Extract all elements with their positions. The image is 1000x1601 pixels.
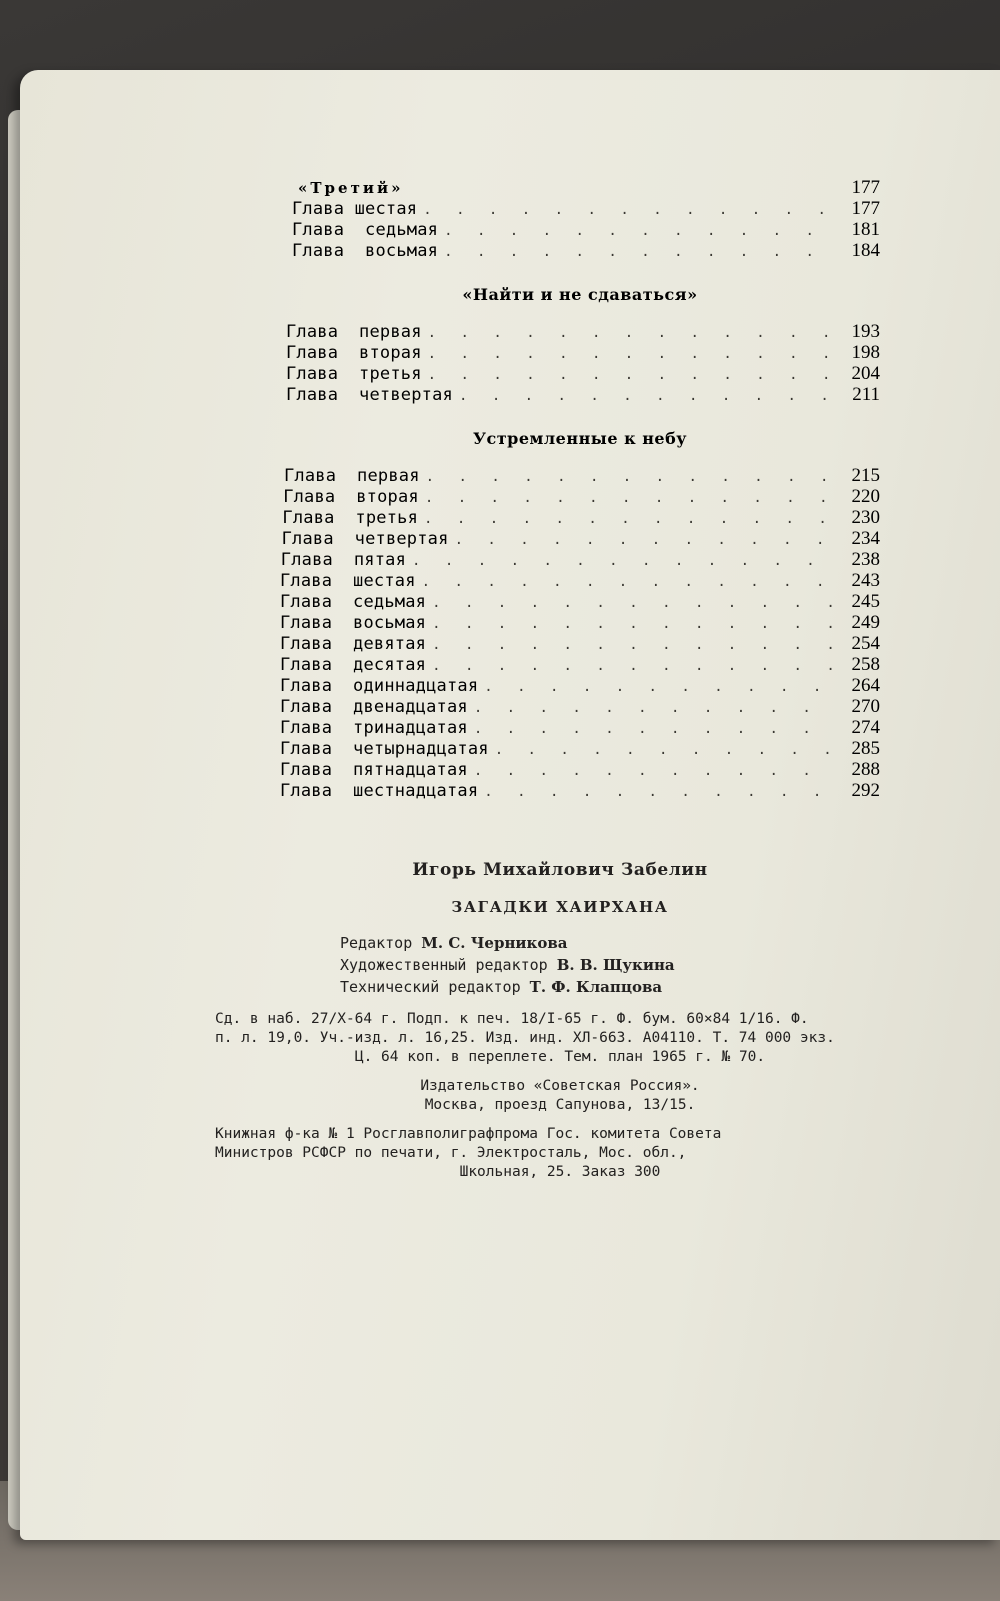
credit-name: Т. Ф. Клапцова bbox=[529, 978, 663, 996]
leader-dots bbox=[422, 574, 834, 590]
section-title-third: «Третий» bbox=[298, 179, 404, 197]
page-number: 181 bbox=[851, 219, 880, 240]
credit-name: М. С. Черникова bbox=[421, 934, 568, 952]
spacer bbox=[280, 261, 880, 285]
chapter-label: Глава четвертая bbox=[281, 529, 449, 549]
leader-dots bbox=[474, 721, 834, 737]
leader-dots bbox=[424, 511, 834, 527]
page-number: 238 bbox=[851, 549, 880, 570]
leader-dots bbox=[428, 346, 834, 362]
leader-dots bbox=[484, 679, 834, 695]
toc-row bbox=[280, 654, 880, 675]
leader-dots bbox=[412, 553, 834, 569]
spacer bbox=[280, 307, 880, 321]
toc-row bbox=[280, 633, 880, 654]
page-number: 264 bbox=[851, 675, 880, 696]
chapter-label: Глава шестнадцатая bbox=[280, 781, 479, 801]
page-number: 292 bbox=[851, 780, 880, 801]
page-number: 230 bbox=[851, 507, 880, 528]
printer-line: Министров РСФСР по печати, г. Электросталь, Мос. обл., bbox=[215, 1145, 687, 1161]
leader-dots bbox=[455, 532, 834, 548]
print-line: п. л. 19,0. Уч.-изд. л. 16,25. Изд. инд. ХЛ-663. А04110. Т. 74 000 экз. bbox=[215, 1030, 835, 1046]
leader-dots bbox=[474, 763, 834, 779]
page-number: 270 bbox=[851, 696, 880, 717]
chapter-label: Глава тринадцатая bbox=[280, 718, 468, 738]
toc-row bbox=[280, 780, 880, 801]
print-details bbox=[215, 1010, 905, 1067]
printer-line: Книжная ф-ка № 1 Росглавполиграфпрома Гос. комитета Совета bbox=[215, 1126, 722, 1142]
toc-row bbox=[280, 465, 880, 486]
chapter-label: Глава пятнадцатая bbox=[280, 760, 468, 780]
toc-row bbox=[280, 738, 880, 759]
page-number: 215 bbox=[851, 465, 880, 486]
toc-row bbox=[280, 384, 880, 405]
toc-row bbox=[280, 717, 880, 738]
page-number: 211 bbox=[852, 384, 880, 405]
author-name: Игорь Михайлович Забелин bbox=[412, 860, 708, 880]
print-line: Ц. 64 коп. в переплете. Тем. план 1965 г. № 70. bbox=[354, 1049, 766, 1065]
chapter-label: Глава первая bbox=[286, 322, 422, 342]
spacer bbox=[280, 451, 880, 465]
chapter-label: Глава пятая bbox=[280, 550, 407, 570]
leader-dots bbox=[428, 325, 834, 341]
leader-dots bbox=[432, 658, 834, 674]
chapter-label: Глава десятая bbox=[280, 655, 427, 675]
page-number: 285 bbox=[851, 738, 880, 759]
page-number: 258 bbox=[851, 654, 880, 675]
leader-dots bbox=[425, 490, 834, 506]
toc-row bbox=[280, 759, 880, 780]
chapter-label: Глава шестая bbox=[292, 199, 418, 219]
chapter-list bbox=[280, 465, 880, 801]
chapter-label: Глава девятая bbox=[280, 634, 427, 654]
leader-dots bbox=[426, 469, 834, 485]
page-number: 249 bbox=[851, 612, 880, 633]
chapter-label: Глава двенадцатая bbox=[280, 697, 468, 717]
credit-line bbox=[340, 932, 905, 954]
chapter-label: Глава восьмая bbox=[292, 241, 439, 261]
leader-dots bbox=[432, 637, 834, 653]
toc-row bbox=[280, 342, 880, 363]
leader-dots bbox=[444, 223, 834, 239]
chapter-label: Глава седьмая bbox=[280, 592, 427, 612]
toc-row bbox=[280, 528, 880, 549]
credits bbox=[340, 932, 905, 998]
publisher-info bbox=[215, 1077, 905, 1115]
chapter-label: Глава четвертая bbox=[286, 385, 453, 405]
page-number: 198 bbox=[851, 342, 880, 363]
chapter-label: Глава третья bbox=[286, 364, 422, 384]
page-number: 254 bbox=[851, 633, 880, 654]
chapter-label: Глава четырнадцатая bbox=[280, 739, 489, 759]
page-number: 234 bbox=[851, 528, 880, 549]
leader-dots bbox=[432, 616, 834, 632]
leader-dots bbox=[428, 367, 834, 383]
chapter-label: Глава одиннадцатая bbox=[280, 676, 479, 696]
leader-dots bbox=[423, 202, 834, 218]
chapter-label: Глава третья bbox=[282, 508, 419, 528]
leader-dots bbox=[495, 742, 834, 758]
page-number: 177 bbox=[851, 198, 880, 219]
toc-row bbox=[280, 363, 880, 384]
page-number: 184 bbox=[851, 240, 880, 261]
credit-line bbox=[340, 954, 905, 976]
toc-row bbox=[280, 612, 880, 633]
chapter-label: Глава седьмая bbox=[292, 220, 439, 240]
credit-name: В. В. Щукина bbox=[556, 956, 675, 974]
page-number: 243 bbox=[851, 570, 880, 591]
leader-dots bbox=[444, 244, 834, 260]
book-title: ЗАГАДКИ ХАИРХАНА bbox=[451, 898, 669, 916]
leader-dots bbox=[432, 595, 834, 611]
toc-row bbox=[280, 591, 880, 612]
toc-row bbox=[280, 507, 880, 528]
section-title-sky: Устремленные к небу bbox=[472, 429, 687, 448]
chapter-label: Глава вторая bbox=[283, 487, 419, 507]
toc-row bbox=[280, 177, 880, 198]
printer-info bbox=[215, 1125, 905, 1182]
chapter-label: Глава восьмая bbox=[280, 613, 427, 633]
page-number: 245 bbox=[851, 591, 880, 612]
page-number: 220 bbox=[851, 486, 880, 507]
toc-row bbox=[280, 219, 880, 240]
chapter-label: Глава вторая bbox=[286, 343, 422, 363]
page-number: 177 bbox=[851, 177, 880, 198]
leader-dots bbox=[459, 388, 834, 404]
page-number: 288 bbox=[851, 759, 880, 780]
toc-row bbox=[280, 549, 880, 570]
publisher-line: Издательство «Советская Россия». bbox=[420, 1078, 700, 1094]
publisher-line: Москва, проезд Сапунова, 13/15. bbox=[424, 1097, 696, 1113]
chapter-label: Глава шестая bbox=[280, 571, 416, 591]
toc-row bbox=[280, 240, 880, 261]
chapter-label: Глава первая bbox=[284, 466, 420, 486]
credit-role: Художественный редактор bbox=[340, 956, 548, 974]
print-line: Сд. в наб. 27/X-64 г. Подп. к печ. 18/I-65 г. Ф. бум. 60×84 1/16. Ф. bbox=[215, 1011, 809, 1027]
toc-row bbox=[280, 486, 880, 507]
leader-dots bbox=[474, 700, 834, 716]
page-number: 204 bbox=[851, 363, 880, 384]
credit-role: Редактор bbox=[340, 934, 413, 952]
printer-line: Школьная, 25. Заказ 300 bbox=[459, 1164, 661, 1180]
page-number: 193 bbox=[851, 321, 880, 342]
section-title-find: «Найти и не сдаваться» bbox=[462, 285, 698, 304]
credit-role: Технический редактор bbox=[340, 978, 521, 996]
table-of-contents bbox=[280, 105, 880, 801]
credit-line bbox=[340, 976, 905, 998]
toc-row bbox=[280, 675, 880, 696]
toc-row bbox=[280, 321, 880, 342]
colophon bbox=[215, 860, 905, 1182]
toc-row bbox=[280, 570, 880, 591]
page-number: 274 bbox=[851, 717, 880, 738]
toc-row bbox=[280, 198, 880, 219]
spacer bbox=[280, 405, 880, 429]
leader-dots bbox=[484, 784, 834, 800]
toc-row bbox=[280, 696, 880, 717]
